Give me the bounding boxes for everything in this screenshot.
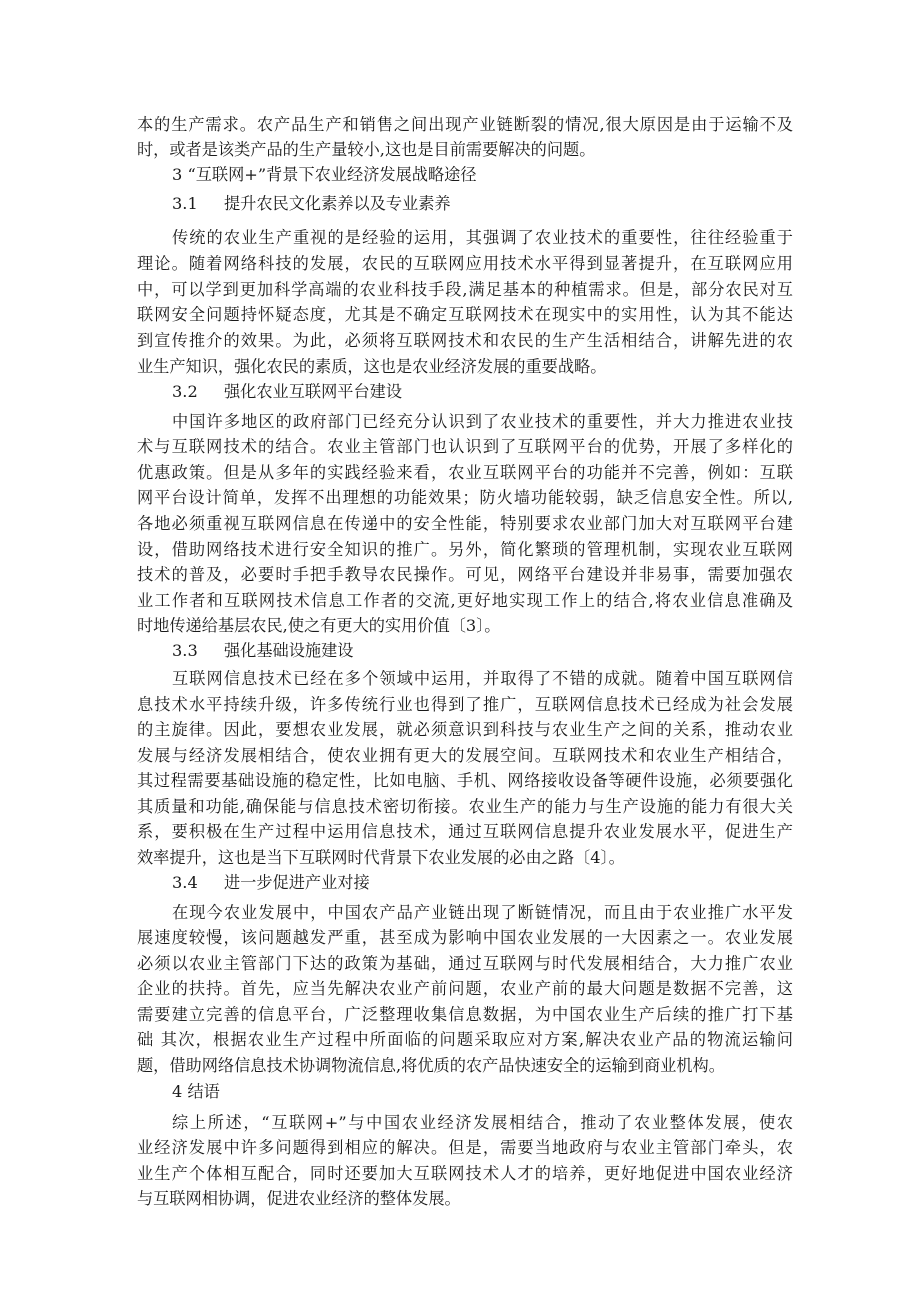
paragraph-line: 中国许多地区的政府部门已经充分认识到了农业技术的重要性，并大力推进农业技 — [172, 412, 793, 431]
subsection-heading — [172, 641, 354, 661]
paragraph-line: 技术的普及，必要时手把手教导农民操作。可见，网络平台建设并非易事，需要加强农 — [137, 565, 793, 584]
paragraph-line: 业工作者和互联网技术信息工作者的交流,更好地实现工作上的结合,将农业信息准确及 — [137, 591, 793, 610]
paragraph-line: 联网安全问题持怀疑态度，尤其是不确定互联网技术在现实中的实用性，认为其不能达 — [137, 305, 793, 324]
subsection-number: 3.3 — [172, 641, 198, 660]
section-heading: 3 “互联网+”背景下农业经济发展战略途径 — [172, 165, 477, 184]
subsection-heading — [172, 873, 370, 893]
paragraph-line: 各地必须重视互联网信息在传递中的安全性能，特别要求农业部门加大对互联网平台建 — [137, 514, 793, 533]
paragraph-line: 必须以农业主管部门下达的政策为基础，通过互联网与时代发展相结合，大力推广农业 — [137, 954, 793, 973]
paragraph-line: 中，可以学到更加科学高端的农业科技手段,满足基本的种植需求。但是，部分农民对互 — [137, 280, 793, 299]
paragraph-line: 到宣传推介的效果。为此，必须将互联网技术和农民的生产生活相结合，讲解先进的农 — [137, 331, 793, 350]
paragraph-line: 术与互联网技术的结合。农业主管部门也认识到了互联网平台的优势，开展了多样化的 — [137, 437, 793, 456]
subsection-title: 强化农业互联网平台建设 — [224, 382, 403, 401]
paragraph-line: 其质量和功能,确保能与信息技术密切衔接。农业生产的能力与生产设施的能力有很大关 — [137, 797, 793, 816]
paragraph-line: 展速度较慢，该问题越发严重，甚至成为影响中国农业发展的一大因素之一。农业发展 — [137, 928, 793, 947]
paragraph-line: 本的生产需求。农产品生产和销售之间出现产业链断裂的情况,很大原因是由于运输不及 — [137, 115, 793, 134]
paragraph-line: 题，借助网络信息技术协调物流信息,将优质的农产品快速安全的运输到商业机构。 — [137, 1056, 725, 1075]
paragraph-line: 优惠政策。但是从多年的实践经验来看，农业互联网平台的功能并不完善，例如：互联 — [137, 463, 793, 482]
paragraph-line: 网平台设计简单，发挥不出理想的功能效果；防火墙功能较弱，缺乏信息安全性。所以, — [137, 488, 793, 507]
subsection-title: 提升农民文化素养以及专业素养 — [224, 194, 451, 213]
paragraph-line: 其过程需要基础设施的稳定性，比如电脑、手机、网络接收设备等硬件设施，必须要强化 — [137, 771, 793, 790]
paragraph-line: 在现今农业发展中，中国农产品产业链出现了断链情况，而且由于农业推广水平发 — [172, 903, 793, 922]
paragraph-line: 础 其次，根据农业生产过程中所面临的问题采取应对方案,解决农业产品的物流运输问 — [137, 1030, 793, 1049]
paragraph-line: 业生产个体相互配合，同时还要加大互联网技术人才的培养，更好地促进中国农业经济 — [137, 1164, 793, 1183]
subsection-heading — [172, 382, 402, 402]
paragraph-line: 系，要积极在生产过程中运用信息技术，通过互联网信息提升农业发展水平，促进生产 — [137, 822, 793, 841]
paragraph-line: 效率提升，这也是当下互联网时代背景下农业发展的必由之路〔4〕。 — [137, 848, 625, 867]
paragraph-line: 需要建立完善的信息平台，广泛整理收集信息数据，为中国农业生产后续的推广打下基 — [137, 1005, 793, 1024]
paragraph-line: 时，或者是该类产品的生产量较小,这也是目前需要解决的问题。 — [137, 140, 596, 159]
paragraph-line: 业生产知识，强化农民的素质，这也是农业经济发展的重要战略。 — [137, 357, 607, 376]
paragraph-line: 发展与经济发展相结合，使农业拥有更大的发展空间。互联网技术和农业生产相结合， — [137, 746, 793, 765]
paragraph-line: 业经济发展中许多问题得到相应的解决。但是，需要当地政府与农业主管部门牵头，农 — [137, 1138, 793, 1157]
paragraph-line: 综上所述，“互联网+”与中国农业经济发展相结合，推动了农业整体发展，使农 — [172, 1113, 793, 1132]
paragraph-line: 设，借助网络技术进行安全知识的推广。另外，简化繁琐的管理机制，实现农业互联网 — [137, 540, 793, 559]
paragraph-line: 的主旋律。因此，要想农业发展，就必须意识到科技与农业生产之间的关系，推动农业 — [137, 720, 793, 739]
paragraph-line: 时地传递给基层农民,使之有更大的实用价值〔3〕。 — [137, 616, 501, 635]
paragraph-line: 息技术水平持续升级，许多传统行业也得到了推广，互联网信息技术已经成为社会发展 — [137, 695, 793, 714]
paragraph-line: 互联网信息技术已经在多个领域中运用，并取得了不错的成就。随着中国互联网信 — [172, 669, 793, 688]
subsection-number: 3.4 — [172, 873, 198, 892]
paragraph-line: 企业的扶持。首先，应当先解决农业产前问题，农业产前的最大问题是数据不完善，这 — [137, 979, 793, 998]
subsection-number: 3.1 — [172, 194, 198, 213]
section-heading: 4 结语 — [172, 1082, 220, 1101]
paragraph-line: 与互联网相协调，促进农业经济的整体发展。 — [137, 1189, 461, 1208]
paragraph-line: 理论。随着网络科技的发展，农民的互联网应用技术水平得到显著提升，在互联网应用 — [137, 254, 793, 273]
subsection-title: 进一步促进产业对接 — [224, 873, 370, 892]
paragraph-line: 传统的农业生产重视的是经验的运用，其强调了农业技术的重要性，往往经验重于 — [172, 228, 793, 247]
subsection-heading — [172, 194, 451, 214]
subsection-title: 强化基础设施建设 — [224, 641, 354, 660]
subsection-number: 3.2 — [172, 382, 198, 401]
